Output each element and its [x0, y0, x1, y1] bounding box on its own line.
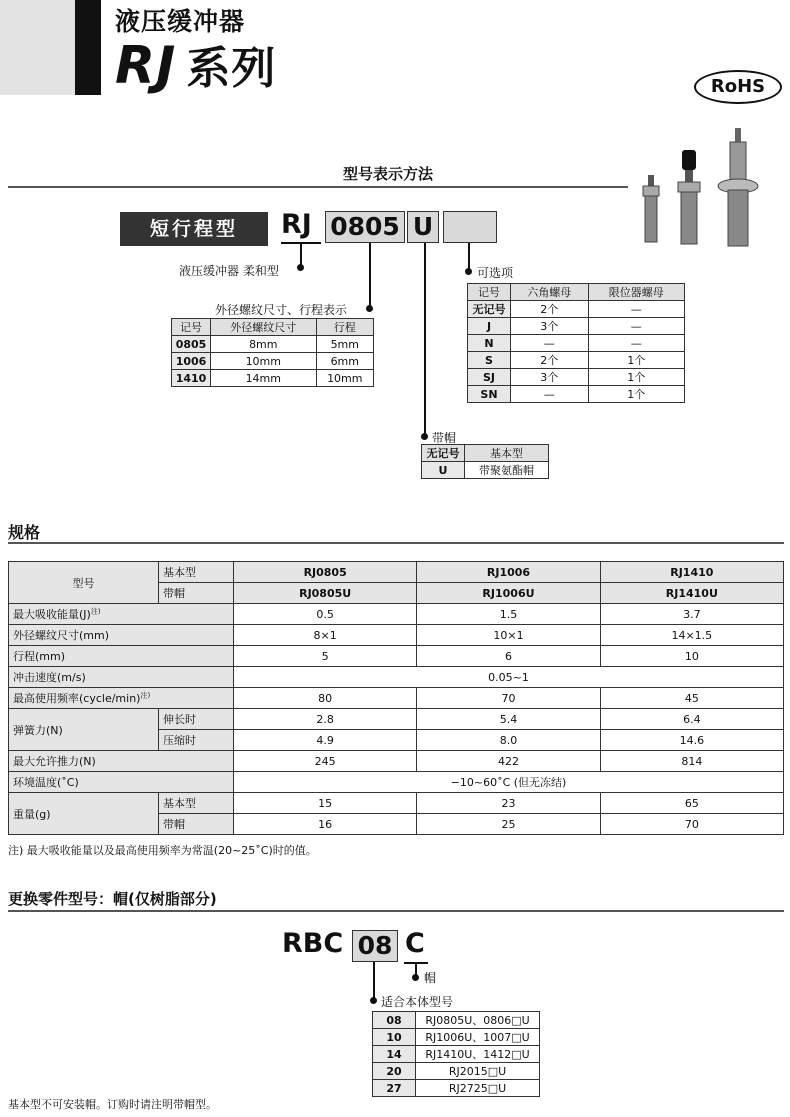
cell: 6mm — [316, 353, 373, 370]
energy-label: 最大吸收能量(J) — [13, 608, 91, 621]
cell: 5 — [234, 646, 417, 667]
medium-cap — [682, 150, 696, 170]
small-body — [645, 196, 657, 242]
size-code-box: 0805 — [325, 211, 405, 243]
sub-label: 基本型 — [159, 793, 234, 814]
spec-row-stroke — [9, 646, 784, 667]
table-row — [172, 336, 374, 353]
model-basic: RJ0805 — [234, 562, 417, 583]
cell: 3.7 — [600, 604, 783, 625]
spec-head-basic — [9, 562, 784, 583]
suffix-dot — [412, 974, 419, 981]
row-label: 外径螺纹尺寸(mm) — [9, 625, 234, 646]
cell: 45 — [600, 688, 783, 709]
table-row — [422, 462, 549, 479]
cell: — — [588, 335, 684, 352]
row-key: 14 — [373, 1046, 416, 1063]
cell: 1个 — [588, 369, 684, 386]
large-rod — [735, 128, 741, 142]
cell: 1个 — [588, 352, 684, 369]
size-desc: 外径螺纹尺寸、行程表示 — [215, 303, 348, 317]
size-leader — [369, 243, 371, 309]
header-cell: 记号 — [172, 319, 211, 336]
spec-row-thrust — [9, 751, 784, 772]
cell: 10mm — [316, 370, 373, 387]
cell: 814 — [600, 751, 783, 772]
product-illustration — [638, 120, 768, 255]
row-key: SJ — [468, 369, 511, 386]
model-cap: RJ0805U — [234, 583, 417, 604]
row-key: 无记号 — [422, 445, 465, 462]
large-body-top — [730, 142, 746, 182]
table-row — [373, 1080, 540, 1097]
cell: 10mm — [211, 353, 317, 370]
rbc-table — [372, 1011, 540, 1097]
row-key: 1410 — [172, 370, 211, 387]
cell: — — [588, 301, 684, 318]
cell: 422 — [417, 751, 600, 772]
cell: 4.9 — [234, 730, 417, 751]
cell: 14×1.5 — [600, 625, 783, 646]
options-table-header — [468, 284, 685, 301]
cap-table — [421, 444, 549, 479]
spec-row-speed — [9, 667, 784, 688]
cell: 带聚氨酯帽 — [465, 462, 549, 479]
spec-row-energy — [9, 604, 784, 625]
freq-note: 注) — [140, 691, 151, 700]
cell: RJ2015□U — [416, 1063, 540, 1080]
row-label: 最大允许推力(N) — [9, 751, 234, 772]
replacement-section-title: 更换零件型号：帽(仅树脂部分) — [8, 890, 217, 908]
table-row — [468, 335, 685, 352]
basic-label: 基本型 — [159, 562, 234, 583]
row-key: 20 — [373, 1063, 416, 1080]
cell: −10~60˚C (但无冻结) — [234, 772, 784, 793]
cell: 245 — [234, 751, 417, 772]
spec-footnote: 注) 最大吸收能量以及最高使用频率为常温(20~25˚C)时的值。 — [8, 844, 317, 857]
header-cell: 记号 — [468, 284, 511, 301]
type-label: 短行程型 — [120, 212, 268, 246]
cell: 2.8 — [234, 709, 417, 730]
row-key: 0805 — [172, 336, 211, 353]
cell: RJ1410U、1412□U — [416, 1046, 540, 1063]
table-row — [468, 386, 685, 403]
option-code-box — [443, 211, 497, 243]
cell: — — [588, 318, 684, 335]
model-prefix: RJ — [281, 209, 312, 240]
energy-note: 注) — [90, 607, 101, 616]
cell: RJ2725□U — [416, 1080, 540, 1097]
row-key: 08 — [373, 1012, 416, 1029]
size-dot-2 — [370, 997, 377, 1004]
cell: — — [511, 386, 589, 403]
header-black-bar — [75, 0, 101, 95]
cell: 10×1 — [417, 625, 600, 646]
spec-section-title: 规格 — [8, 523, 41, 542]
row-key: SN — [468, 386, 511, 403]
cell: 16 — [234, 814, 417, 835]
cell: 基本型 — [465, 445, 549, 462]
medium-nut — [678, 182, 700, 192]
header-cell: 外径螺纹尺寸 — [211, 319, 317, 336]
option-leader — [468, 243, 470, 271]
cap-desc: 带帽 — [432, 431, 457, 445]
prefix-desc: 液压缓冲器 柔和型 — [179, 264, 279, 278]
cell: 23 — [417, 793, 600, 814]
row-key: U — [422, 462, 465, 479]
cap-dot — [421, 433, 428, 440]
table-row — [373, 1046, 540, 1063]
series-code: RJ — [115, 36, 177, 96]
small-nut — [643, 186, 659, 196]
spec-row-temp — [9, 772, 784, 793]
table-row — [373, 1029, 540, 1046]
rbc-prefix: RBC — [282, 928, 344, 959]
row-label: 行程(mm) — [9, 646, 234, 667]
header-cell: 限位器螺母 — [588, 284, 684, 301]
cell: RJ1006U、1007□U — [416, 1029, 540, 1046]
cell: 8.0 — [417, 730, 600, 751]
size-table-header — [172, 319, 374, 336]
spec-row-weight-basic — [9, 793, 784, 814]
cell: 0.05~1 — [234, 667, 784, 688]
cell: 25 — [417, 814, 600, 835]
cell: 1.5 — [417, 604, 600, 625]
model-basic: RJ1410 — [600, 562, 783, 583]
suffix-desc: 帽 — [424, 971, 437, 985]
series-suffix: 系列 — [186, 43, 277, 94]
cell: 2个 — [511, 352, 589, 369]
size-leader-2 — [373, 962, 375, 1002]
rohs-badge: RoHS — [694, 70, 782, 104]
row-key: 1006 — [172, 353, 211, 370]
row-key: 27 — [373, 1080, 416, 1097]
table-row — [468, 301, 685, 318]
cell: 8mm — [211, 336, 317, 353]
cell: 6.4 — [600, 709, 783, 730]
table-row — [373, 1063, 540, 1080]
large-body — [728, 190, 748, 246]
table-row — [373, 1012, 540, 1029]
cell: 10 — [600, 646, 783, 667]
header-cell: 行程 — [316, 319, 373, 336]
rbc-size-box: 08 — [352, 930, 398, 962]
medium-body — [681, 192, 697, 244]
cell: RJ0805U、0806□U — [416, 1012, 540, 1029]
cell: 65 — [600, 793, 783, 814]
header-series — [115, 36, 276, 99]
cell: 6 — [417, 646, 600, 667]
cell: 70 — [417, 688, 600, 709]
sub-label: 伸长时 — [159, 709, 234, 730]
row-key: 10 — [373, 1029, 416, 1046]
cell: 14mm — [211, 370, 317, 387]
size-dot — [366, 305, 373, 312]
table-row — [422, 445, 549, 462]
cell: 3个 — [511, 369, 589, 386]
row-label — [9, 688, 234, 709]
spec-section-rule — [8, 542, 784, 544]
prefix-dot — [297, 264, 304, 271]
row-label — [9, 604, 234, 625]
small-rod — [648, 175, 654, 187]
spec-row-thread — [9, 625, 784, 646]
row-key: S — [468, 352, 511, 369]
cell: 0.5 — [234, 604, 417, 625]
table-row — [172, 370, 374, 387]
row-key: N — [468, 335, 511, 352]
options-table — [467, 283, 685, 403]
model-basic: RJ1006 — [417, 562, 600, 583]
freq-label: 最高使用频率(cycle/min) — [13, 692, 141, 705]
cap-label: 带帽 — [159, 583, 234, 604]
row-label: 重量(g) — [9, 793, 159, 835]
cell: 2个 — [511, 301, 589, 318]
sub-label: 带帽 — [159, 814, 234, 835]
cell: 5.4 — [417, 709, 600, 730]
cell: 5mm — [316, 336, 373, 353]
spec-table — [8, 561, 784, 835]
model-label: 型号 — [9, 562, 159, 604]
row-key: J — [468, 318, 511, 335]
cap-code-box: U — [407, 211, 439, 243]
table-row — [172, 353, 374, 370]
cell: 3个 — [511, 318, 589, 335]
row-label: 环境温度(˚C) — [9, 772, 234, 793]
replacement-footnote: 基本型不可安装帽。订购时请注明带帽型。 — [8, 1098, 217, 1111]
sub-label: 压缩时 — [159, 730, 234, 751]
option-desc: 可选项 — [477, 266, 514, 280]
table-row — [468, 352, 685, 369]
size-table — [171, 318, 374, 387]
model-cap: RJ1006U — [417, 583, 600, 604]
model-cap: RJ1410U — [600, 583, 783, 604]
cell: 80 — [234, 688, 417, 709]
medium-rod — [685, 170, 693, 182]
rbc-size-desc: 适合本体型号 — [381, 995, 454, 1009]
option-dot — [465, 268, 472, 275]
cell: 1个 — [588, 386, 684, 403]
row-label: 弹簧力(N) — [9, 709, 159, 751]
header-gray-bar — [0, 0, 75, 95]
row-key: 无记号 — [468, 301, 511, 318]
table-row — [468, 369, 685, 386]
cell: 14.6 — [600, 730, 783, 751]
rbc-suffix: C — [405, 928, 425, 959]
header-cell: 六角螺母 — [511, 284, 589, 301]
cell: 8×1 — [234, 625, 417, 646]
table-row — [468, 318, 685, 335]
model-section-title: 型号表示方法 — [343, 165, 434, 183]
cell: 15 — [234, 793, 417, 814]
cell: 70 — [600, 814, 783, 835]
replacement-section-rule — [8, 910, 784, 912]
model-section-rule — [8, 186, 628, 188]
cap-leader — [424, 243, 426, 436]
cell: — — [511, 335, 589, 352]
row-label: 冲击速度(m/s) — [9, 667, 234, 688]
spec-row-freq — [9, 688, 784, 709]
header-subtitle: 液压缓冲器 — [115, 7, 246, 36]
spec-row-spring-ext — [9, 709, 784, 730]
